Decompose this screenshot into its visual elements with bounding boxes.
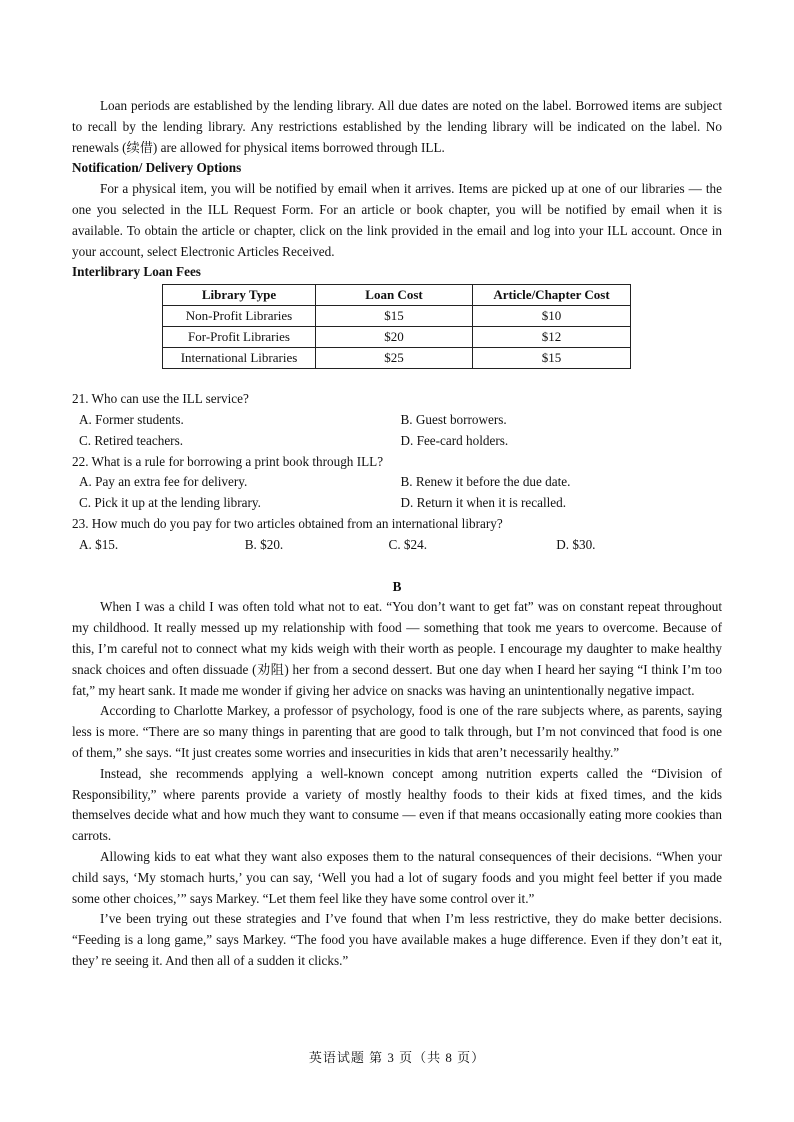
option-21-b: B. Guest borrowers. [400, 411, 507, 427]
table-cell: Non-Profit Libraries [163, 306, 316, 327]
col-header-article-cost: Article/Chapter Cost [473, 285, 631, 306]
question-21-options-row-1 [72, 410, 722, 431]
question-23-stem: 23. How much do you pay for two articles obtained from an international library? [72, 515, 503, 531]
question-21-options-row-2 [72, 431, 722, 452]
question-21-stem: 21. Who can use the ILL service? [72, 391, 249, 407]
fees-table-header-row [163, 285, 631, 306]
option-22-a: A. Pay an extra fee for delivery. [79, 474, 248, 490]
table-cell: $10 [473, 306, 631, 327]
option-21-a: A. Former students. [79, 411, 184, 427]
loan-period-paragraph: Loan periods are established by the lending library. All due dates are noted on the label. Borrowed items are subject to recall by the lending library. Any restrictions established by the lending library will be indicated on the label. No renewals (续借) are allowed for physical items borrowed through ILL. [72, 98, 722, 155]
passage-b-paragraph-1: When I was a child I was often told what not to eat. “You don’t want to get fat” was on constant repeat throughout my childhood. It really messed up my relationship with food — something that took me years to overcome. Because of this, I’m careful not to connect what my kids weigh with their worth as people. I encourage my daughter to make healthy snack choices and often dissuade (劝阻) her from a second dessert. But one day when I heard her saying “I think I’m too fat,” my heart sank. It made me wonder if giving her advice on snacks was having an unintentionally negative impact. [72, 599, 722, 698]
question-22-stem: 22. What is a rule for borrowing a print book through ILL? [72, 453, 384, 469]
option-21-d: D. Fee-card holders. [400, 432, 509, 448]
table-cell: $20 [316, 327, 473, 348]
option-23-d: D. $30. [556, 536, 596, 552]
option-23-b: B. $20. [244, 536, 284, 552]
passage-b-paragraph-5: I’ve been trying out these strategies and I’ve found that when I’m less restrictive, they do make better decisions. “Feeding is a long game,” says Markey. “The food you have available makes a huge difference. Even if they don’t eat it, they’ re seeing it. And then all of a sudden it clicks.” [72, 911, 722, 968]
notification-heading: Notification/ Delivery Options [72, 160, 242, 176]
option-21-c: C. Retired teachers. [79, 432, 183, 448]
passage-b-paragraph-4: Allowing kids to eat what they want also exposes them to the natural consequences of their decisions. “When your child says, ‘My stomach hurts,’ you can say, ‘Well you had a lot of sugary foods and you might feel better if you made some other choices,’” says Markey. “Let them feel like they have some control over it.” [72, 848, 722, 906]
table-row [163, 348, 631, 369]
table-row [163, 327, 631, 348]
question-22-options-row-1 [72, 472, 722, 493]
passage-b-paragraph-3: Instead, she recommends applying a well-known concept among nutrition experts called the “Division of Responsibility,” where parents provide a variety of mostly healthy foods to their kids at fixed times, and the kids themselves decide what and how much they want to consume — even if that means occasionally eating more cookies than carrots. [72, 765, 722, 844]
fees-table [162, 284, 631, 369]
option-22-d: D. Return it when it is recalled. [400, 495, 567, 511]
question-23-options-row [72, 535, 722, 556]
page-footer: 英语试题 第 3 页（共 8 页） [308, 1050, 486, 1065]
table-cell: $25 [316, 348, 473, 369]
table-cell: International Libraries [163, 348, 316, 369]
table-cell: $15 [316, 306, 473, 327]
option-23-a: A. $15. [79, 536, 119, 552]
option-22-c: C. Pick it up at the lending library. [79, 495, 261, 511]
notification-paragraph: For a physical item, you will be notified by email when it arrives. Items are picked up at one of our libraries — the one you selected in the ILL Request Form. For an article or book chapter, you will be notified by email when it is available. To obtain the article or chapter, click on the link provided in the email and log into your ILL account. Once in your account, select Electronic Articles Received. [72, 181, 722, 259]
section-b-label: B [392, 578, 402, 594]
table-row [163, 306, 631, 327]
question-22-options-row-2 [72, 493, 722, 514]
table-cell: $12 [473, 327, 631, 348]
table-cell: $15 [473, 348, 631, 369]
passage-b-paragraph-2: According to Charlotte Markey, a professor of psychology, food is one of the rare subjects where, as parents, saying less is more. “There are so many things in parenting that are good to talk through, but I’m not convinced that food is one of them,” she says. “It just creates some worries and insecurities in kids that aren’t necessarily healthy.” [72, 703, 722, 760]
col-header-library-type: Library Type [163, 285, 316, 306]
fees-heading: Interlibrary Loan Fees [72, 264, 201, 280]
exam-page [72, 96, 722, 972]
col-header-loan-cost: Loan Cost [316, 285, 473, 306]
table-cell: For-Profit Libraries [163, 327, 316, 348]
option-22-b: B. Renew it before the due date. [400, 474, 571, 490]
option-23-c: C. $24. [388, 536, 427, 552]
